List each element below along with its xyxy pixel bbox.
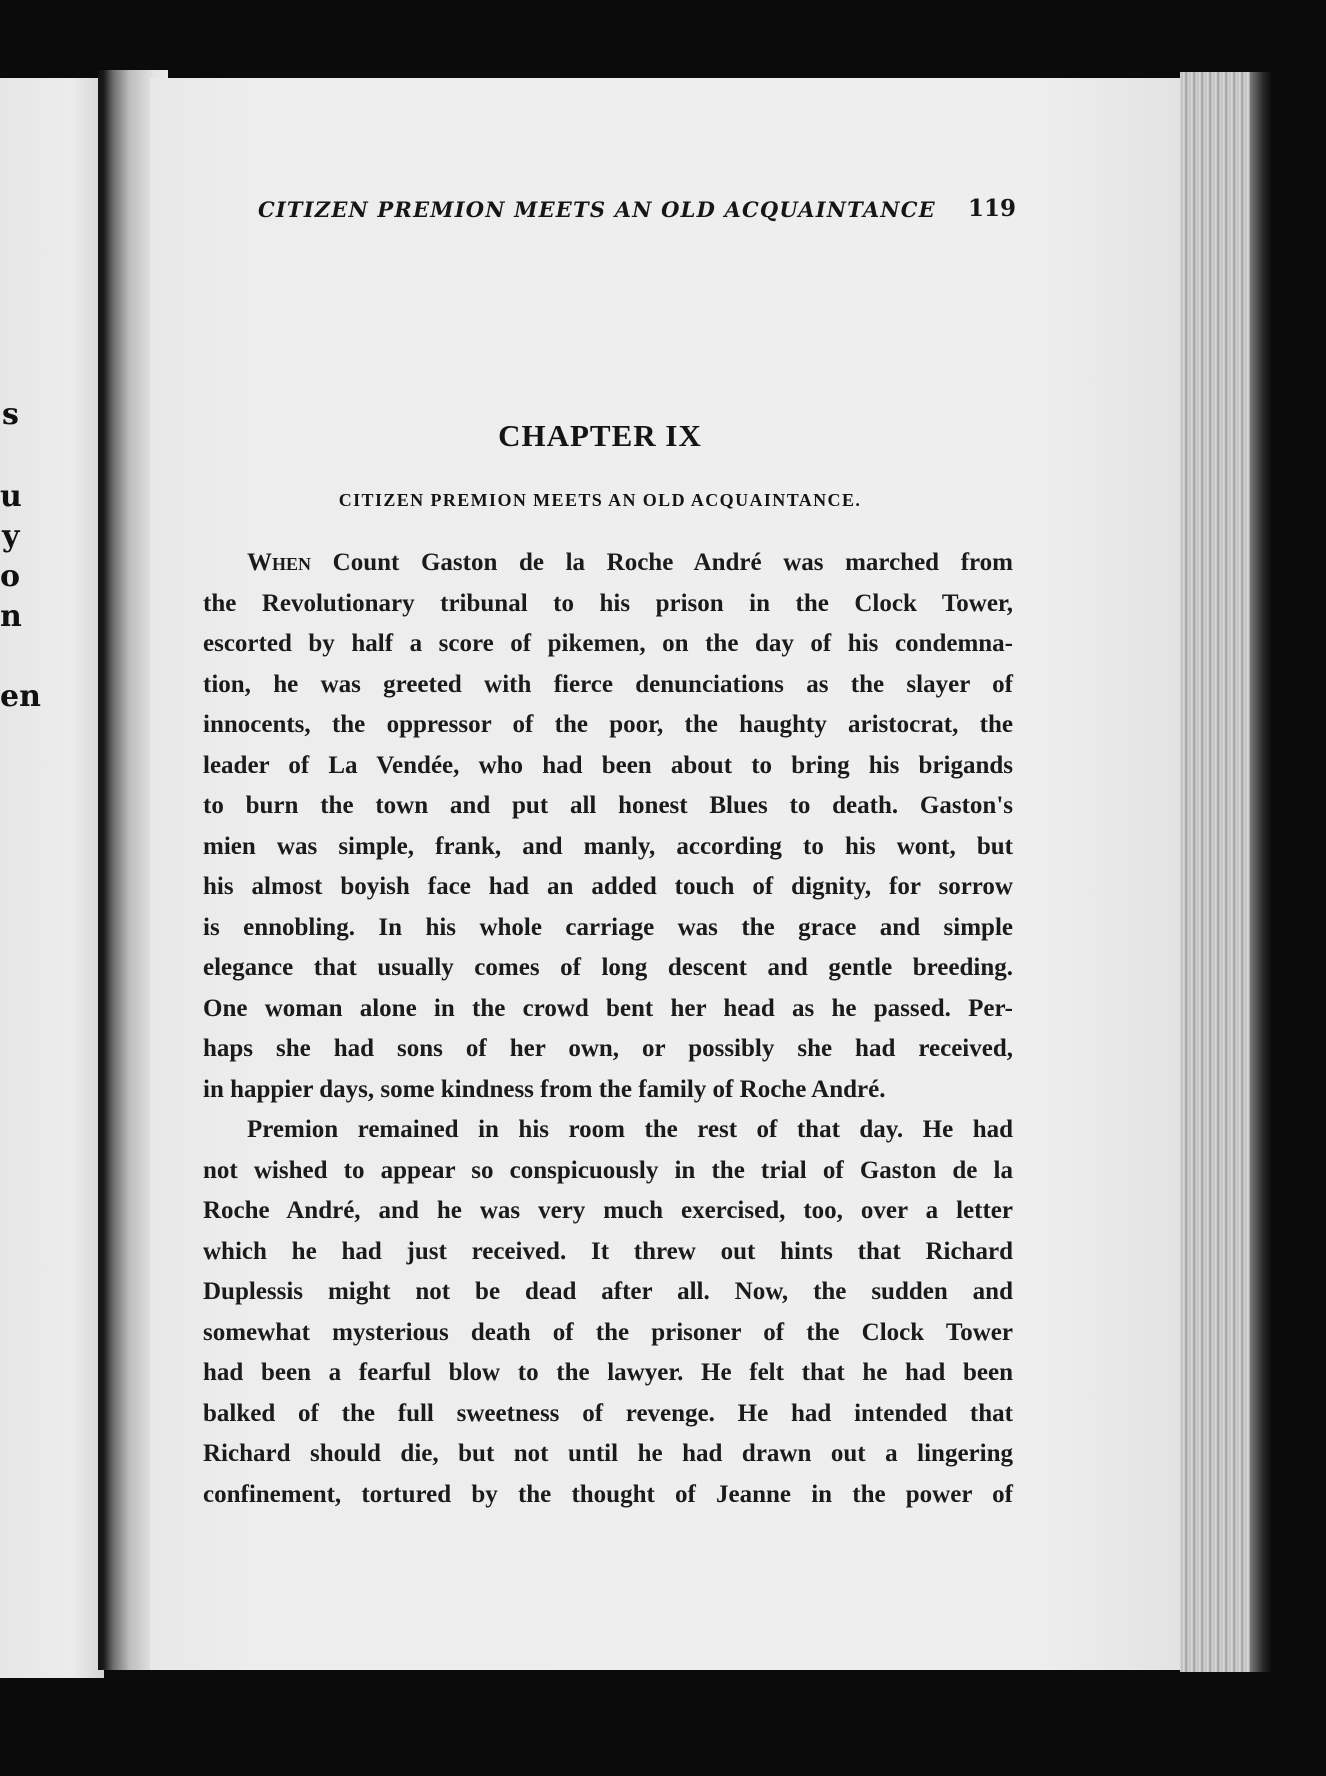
text-line: tion, he was greeted with fierce denunciations as the slayer of xyxy=(203,670,1013,698)
text-line: to burn the town and put all honest Blues to death. Gaston's xyxy=(203,792,1013,819)
text-line: mien was simple, frank, and manly, according to his wont, but xyxy=(203,832,1013,860)
left-fragment: s xyxy=(2,397,19,432)
text-line: in happier days, some kindness from the family of Roche André. xyxy=(203,1075,886,1103)
text-line: which he had just received. It threw out hints that Richard xyxy=(203,1237,1013,1265)
text-line: is ennobling. In his whole carriage was the grace and simple xyxy=(203,913,1013,941)
text-line: leader of La Vendée, who had been about to bring his brigands xyxy=(203,751,1013,779)
text-line: balked of the full sweetness of revenge. He had intended that xyxy=(203,1399,1013,1427)
left-fragment: y xyxy=(2,519,20,554)
chapter-subtitle: CITIZEN PREMION MEETS AN OLD ACQUAINTANCE. xyxy=(338,490,862,510)
chapter-title: CHAPTER IX xyxy=(498,418,702,453)
text-line: had been a fearful blow to the lawyer. He felt that he had been xyxy=(203,1359,1013,1386)
text-line: Richard should die, but not until he had drawn out a lingering xyxy=(203,1440,1013,1467)
text-line: innocents, the oppressor of the poor, the haughty aristocrat, the xyxy=(203,711,1013,738)
text-line-rest: Count Gaston de la Roche André was marched from xyxy=(311,549,1013,576)
text-line: Duplessis might not be dead after all. Now, the sudden and xyxy=(203,1278,1013,1305)
page-edges xyxy=(1180,72,1260,1672)
text-line: Roche André, and he was very much exercised, too, over a letter xyxy=(203,1197,1013,1224)
page-edges-shadow xyxy=(1250,72,1272,1672)
page-number: 119 xyxy=(968,195,1017,222)
text-line: One woman alone in the crowd bent her head as he passed. Per- xyxy=(203,994,1013,1022)
running-head: CITIZEN PREMION MEETS AN OLD ACQUAINTANCE xyxy=(258,197,936,222)
text-line: the Revolutionary tribunal to his prison in the Clock Tower, xyxy=(203,589,1013,617)
left-fragment: u xyxy=(0,479,22,514)
text-line: escorted by half a score of pikemen, on the day of his condemna- xyxy=(203,630,1013,657)
left-fragment: o xyxy=(0,559,21,594)
left-fragment: en xyxy=(0,679,41,714)
text-line: elegance that usually comes of long descent and gentle breeding. xyxy=(203,954,1013,981)
drop-word: When xyxy=(247,549,312,576)
left-fragment: n xyxy=(0,599,22,634)
text-line xyxy=(203,543,1013,584)
text-line: haps she had sons of her own, or possibly she had received, xyxy=(203,1035,1013,1062)
text-line: somewhat mysterious death of the prisoner of the Clock Tower xyxy=(203,1318,1013,1346)
previous-page-edge xyxy=(0,78,104,1678)
text-line: confinement, tortured by the thought of Jeanne in the power of xyxy=(203,1480,1013,1508)
body-text xyxy=(203,543,1013,1515)
text-line: not wished to appear so conspicuously in the trial of Gaston de la xyxy=(203,1156,1013,1184)
text-line: his almost boyish face had an added touch of dignity, for sorrow xyxy=(203,873,1013,900)
text-line: Premion remained in his room the rest of that day. He had xyxy=(247,1116,1013,1143)
